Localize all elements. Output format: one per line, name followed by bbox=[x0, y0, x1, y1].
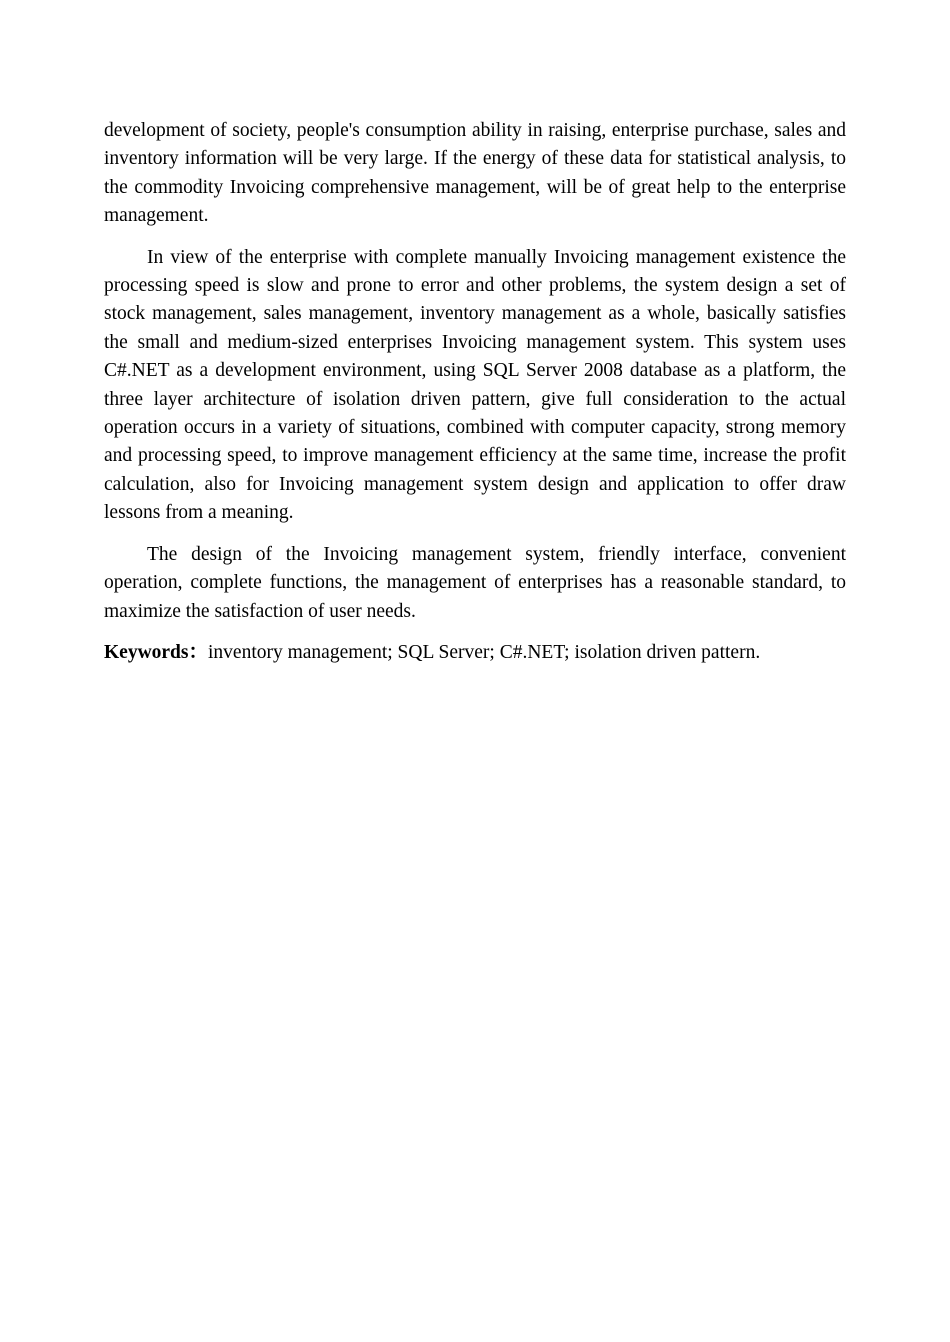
keywords-label: Keywords： bbox=[104, 641, 208, 663]
abstract-body bbox=[104, 117, 846, 667]
paragraph-system-design: In view of the enterprise with complete manually Invoicing management existence the processing speed is slow and prone to error and other problems, the system design a set of stock management, sales management, inventory management as a whole, basically satisfies the small and medium-sized enterprises Invoicing management system. This system uses C#.NET as a development environment, using SQL Server 2008 database as a platform, the three layer architecture of isolation driven pattern, give full consideration to the actual operation occurs in a variety of situations, combined with computer capacity, strong memory and processing speed, to improve management efficiency at the same time, increase the profit calculation, also for Invoicing management system design and application to offer draw lessons from a meaning. bbox=[104, 246, 846, 524]
paragraph-continuation: development of society, people's consumption ability in raising, enterprise purchase, sales and inventory information will be very large. If the energy of these data for statistical analysis, to the commodity Invoicing comprehensive management, will be of great help to the enterprise management. bbox=[104, 120, 846, 227]
paragraph-summary: The design of the Invoicing management system, friendly interface, convenient operation, complete functions, the management of enterprises has a reasonable standard, to maximize the satisfaction of user needs. bbox=[104, 543, 846, 622]
keywords-text: inventory management; SQL Server; C#.NET; isolation driven pattern. bbox=[208, 641, 761, 663]
keywords-line bbox=[104, 639, 846, 667]
